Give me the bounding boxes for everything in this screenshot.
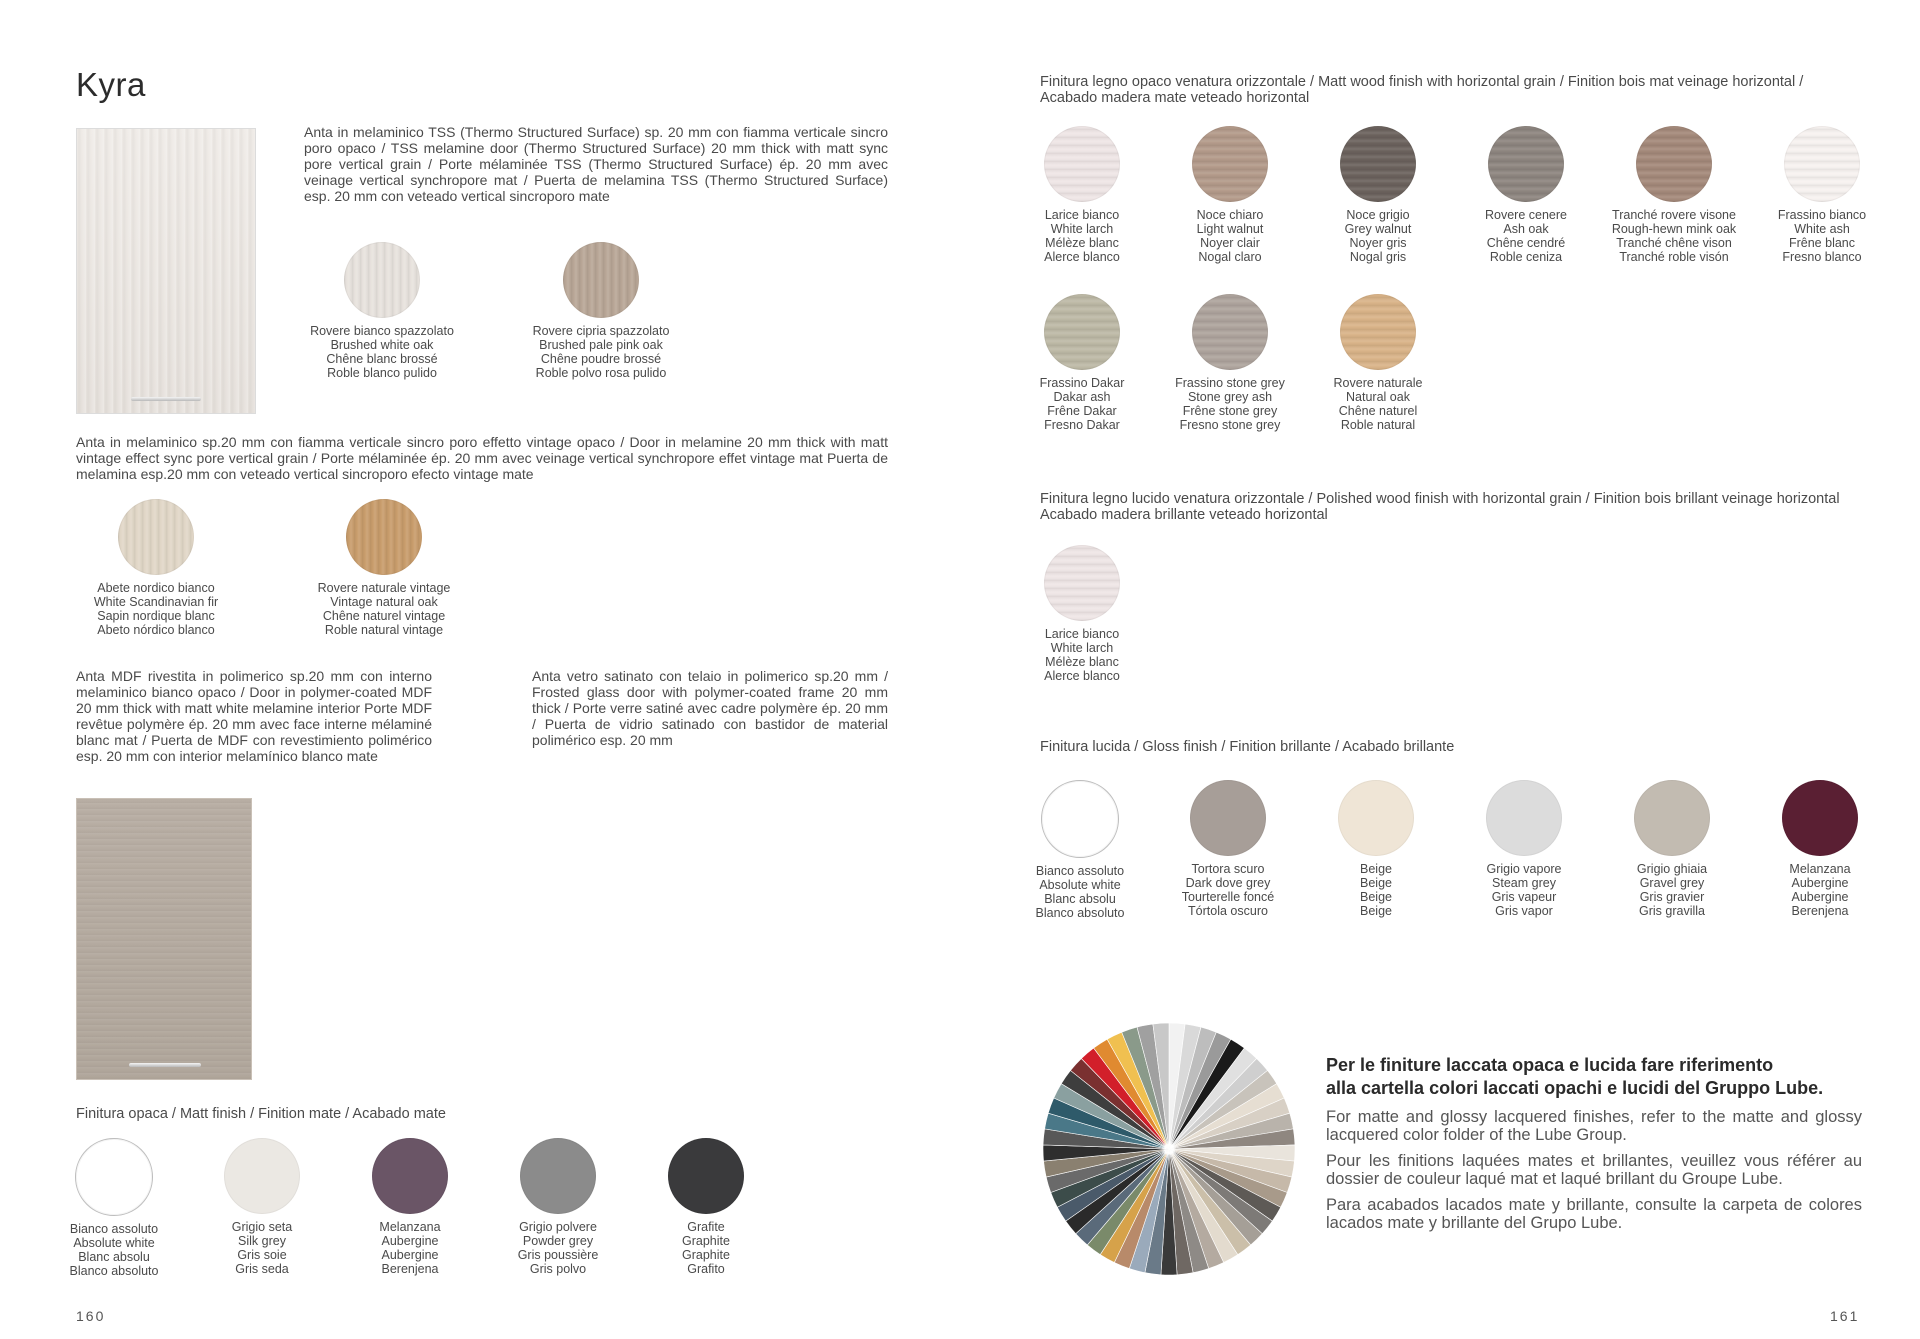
- swatch-name-line: Beige: [1360, 862, 1392, 876]
- swatch-name-line: Tranché rovere visone: [1612, 208, 1736, 222]
- swatch-name-line: Gris soie: [237, 1248, 287, 1262]
- swatch-name-line: Frêne Dakar: [1047, 404, 1117, 418]
- swatch-name-line: Abete nordico bianco: [97, 581, 215, 595]
- swatch-name-line: Blanco absoluto: [69, 1264, 159, 1278]
- swatch-wood-grain-icon: [1192, 126, 1268, 202]
- swatch-solid-icon: [1190, 780, 1266, 856]
- polished-wood-swatch-label: [992, 627, 1172, 683]
- swatch-solid-icon: [75, 1138, 153, 1216]
- vintage-swatch: [66, 499, 246, 637]
- swatch-name-line: Gris poussière: [517, 1248, 599, 1262]
- swatch-name-line: Steam grey: [1492, 876, 1556, 890]
- tss-swatch-label: [292, 324, 472, 380]
- swatch-solid-icon: [1041, 780, 1119, 858]
- swatch-name-line: Vintage natural oak: [330, 595, 438, 609]
- matt-swatch: [616, 1138, 796, 1276]
- vintage-swatch-label: [294, 581, 474, 637]
- swatch-name-line: Noce chiaro: [1196, 208, 1264, 222]
- swatch-name-line: Aubergine: [381, 1234, 439, 1248]
- swatch-wood-grain-icon: [1488, 126, 1564, 202]
- swatch-name-line: Mélèze blanc: [1045, 236, 1119, 250]
- swatch-name-line: Roble natural: [1340, 418, 1416, 432]
- tss-swatch: [511, 242, 691, 380]
- swatch-name-line: Sapin nordique blanc: [97, 609, 215, 623]
- swatch-name-line: Melanzana: [1789, 862, 1851, 876]
- swatch-name-line: Rovere bianco spazzolato: [310, 324, 454, 338]
- swatch-name-line: Gris polvo: [529, 1262, 587, 1276]
- swatch-solid-icon: [224, 1138, 300, 1214]
- swatch-name-line: Chêne poudre brossé: [540, 352, 662, 366]
- swatch-name-line: Ash oak: [1503, 222, 1549, 236]
- swatch-name-line: Alerce blanco: [1044, 669, 1120, 683]
- page-number-left: 160: [76, 1308, 106, 1324]
- swatch-wood-grain-icon: [1340, 126, 1416, 202]
- gloss-swatch: [1730, 780, 1910, 918]
- swatch-name-line: Roble polvo rosa pulido: [535, 366, 667, 380]
- swatch-name-line: Natural oak: [1346, 390, 1410, 404]
- swatch-name-line: Nogal gris: [1349, 250, 1407, 264]
- matt-wood-swatch: [1732, 126, 1912, 264]
- lacquer-note: [1326, 1054, 1862, 1232]
- tss-description: Anta in melaminico TSS (Thermo Structured Surface) sp. 20 mm con fiamma verticale sincro poro opaco / TSS melamine door (Thermo Structured Surface) 20 mm thick with matt sync pore vertical grain / Porte mélaminée TSS (Thermo Structured Surface) ép. 20 mm avec veinage vertical synchropore mat / Puerta de melamina TSS (Thermo Structured Surface) esp. 20 mm con veteado vertical sincroporo mate: [304, 124, 888, 204]
- swatch-name-line: Beige: [1360, 904, 1392, 918]
- swatch-name-line: Tranché roble visón: [1619, 250, 1729, 264]
- swatch-name-line: White larch: [1050, 641, 1114, 655]
- swatch-name-line: Rovere cipria spazzolato: [532, 324, 670, 338]
- swatch-name-line: Beige: [1360, 890, 1392, 904]
- swatch-name-line: Grigio seta: [231, 1220, 293, 1234]
- swatch-name-line: Dakar ash: [1053, 390, 1111, 404]
- door-image-mdf: [76, 798, 252, 1080]
- swatch-name-line: Tortora scuro: [1191, 862, 1265, 876]
- swatch-name-line: Bianco assoluto: [1035, 864, 1125, 878]
- swatch-name-line: Roble ceniza: [1489, 250, 1563, 264]
- swatch-name-line: Silk grey: [238, 1234, 286, 1248]
- matt-wood-swatch: [1288, 294, 1468, 432]
- swatch-name-line: Tourterelle foncé: [1181, 890, 1275, 904]
- swatch-name-line: Frassino bianco: [1777, 208, 1867, 222]
- swatch-name-line: Aubergine: [1791, 890, 1849, 904]
- swatch-wood-grain-icon: [1044, 545, 1120, 621]
- swatch-solid-icon: [668, 1138, 744, 1214]
- swatch-name-line: Brushed pale pink oak: [539, 338, 663, 352]
- swatch-name-line: Rovere naturale: [1333, 376, 1423, 390]
- swatch-name-line: Light walnut: [1196, 222, 1264, 236]
- swatch-name-line: Bianco assoluto: [69, 1222, 159, 1236]
- swatch-name-line: Alerce blanco: [1044, 250, 1120, 264]
- swatch-wood-grain-icon: [1784, 126, 1860, 202]
- swatch-wood-grain-icon: [1636, 126, 1712, 202]
- swatch-name-line: Dark dove grey: [1185, 876, 1271, 890]
- swatch-name-line: Graphite: [682, 1234, 730, 1248]
- swatch-name-line: Graphite: [682, 1248, 730, 1262]
- swatch-name-line: White Scandinavian fir: [93, 595, 219, 609]
- page-number-right: 161: [1830, 1308, 1860, 1324]
- color-fan-icon: [1040, 1020, 1298, 1278]
- tss-swatch-label: [511, 324, 691, 380]
- swatch-name-line: Grafito: [687, 1262, 725, 1276]
- door-handle: [131, 397, 201, 401]
- matt-wood-swatch-label: [1288, 376, 1468, 432]
- swatch-wood-grain-icon: [1044, 294, 1120, 370]
- swatch-name-line: Grigio vapore: [1486, 862, 1562, 876]
- swatch-name-line: Gris gravilla: [1639, 904, 1705, 918]
- swatch-name-line: Rovere cenere: [1485, 208, 1567, 222]
- swatch-wood-grain-icon: [1192, 294, 1268, 370]
- lacquer-note-title-line2: alla cartella colori laccati opachi e lucidi del Gruppo Lube.: [1326, 1078, 1824, 1098]
- swatch-solid-icon: [1338, 780, 1414, 856]
- lacquer-note-title-line1: Per le finiture laccata opaca e lucida fare riferimento: [1326, 1055, 1774, 1075]
- swatch-name-line: Frêne stone grey: [1182, 404, 1278, 418]
- swatch-wood-grain-icon: [1340, 294, 1416, 370]
- page-title: Kyra: [76, 66, 146, 103]
- gloss-finish-heading: Finitura lucida / Gloss finish / Finition brillante / Acabado brillante: [1040, 739, 1455, 755]
- matt-wood-swatch-label: [1732, 208, 1912, 264]
- swatch-name-line: Gris gravier: [1639, 890, 1705, 904]
- swatch-name-line: Tórtola oscuro: [1188, 904, 1268, 918]
- swatch-wood-grain-icon: [346, 499, 422, 575]
- swatch-name-line: Nogal claro: [1198, 250, 1262, 264]
- swatch-name-line: Gris vapor: [1495, 904, 1553, 918]
- swatch-name-line: Blanco absoluto: [1035, 906, 1125, 920]
- swatch-name-line: Absolute white: [73, 1236, 155, 1250]
- swatch-name-line: Berenjena: [1791, 904, 1849, 918]
- door-handle: [129, 1063, 201, 1067]
- swatch-name-line: Tranché chêne vison: [1616, 236, 1732, 250]
- matt-swatch-label: [616, 1220, 796, 1276]
- swatch-name-line: Roble blanco pulido: [327, 366, 437, 380]
- swatch-name-line: Gris vapeur: [1491, 890, 1557, 904]
- swatch-name-line: Chêne blanc brossé: [326, 352, 438, 366]
- door-image-tss: [76, 128, 256, 414]
- swatch-wood-grain-icon: [118, 499, 194, 575]
- swatch-name-line: White ash: [1794, 222, 1850, 236]
- swatch-name-line: Melanzana: [379, 1220, 441, 1234]
- swatch-name-line: Mélèze blanc: [1045, 655, 1119, 669]
- swatch-name-line: Frassino stone grey: [1175, 376, 1285, 390]
- swatch-wood-grain-icon: [1044, 126, 1120, 202]
- swatch-name-line: Beige: [1360, 876, 1392, 890]
- lacquer-note-fr: Pour les finitions laquées mates et brillantes, veuillez vous référer au dossier de couleur laqué mat et laqué brillant du Groupe Lube.: [1326, 1152, 1862, 1188]
- swatch-name-line: Abeto nórdico blanco: [97, 623, 215, 637]
- polished-wood-swatch: [992, 545, 1172, 683]
- swatch-name-line: Roble natural vintage: [324, 623, 444, 637]
- swatch-name-line: Powder grey: [522, 1234, 594, 1248]
- vintage-swatch-label: [66, 581, 246, 637]
- swatch-name-line: Stone grey ash: [1187, 390, 1273, 404]
- swatch-name-line: Gravel grey: [1639, 876, 1705, 890]
- polished-wood-heading: Finitura legno lucido venatura orizzontale / Polished wood finish with horizontal grain / Finition bois brillant veinage horizontal Acabado madera brillante veteado horizontal: [1040, 491, 1840, 523]
- swatch-name-line: Berenjena: [381, 1262, 439, 1276]
- swatch-solid-icon: [1486, 780, 1562, 856]
- swatch-name-line: Chêne cendré: [1486, 236, 1566, 250]
- swatch-solid-icon: [1634, 780, 1710, 856]
- tss-swatch: [292, 242, 472, 380]
- swatch-solid-icon: [372, 1138, 448, 1214]
- swatch-name-line: Rovere naturale vintage: [317, 581, 451, 595]
- swatch-name-line: Frêne blanc: [1788, 236, 1855, 250]
- swatch-name-line: Blanc absolu: [1044, 892, 1116, 906]
- swatch-name-line: Gris seda: [235, 1262, 289, 1276]
- matt-finish-heading: Finitura opaca / Matt finish / Finition mate / Acabado mate: [76, 1106, 446, 1122]
- swatch-name-line: Fresno Dakar: [1044, 418, 1120, 432]
- swatch-wood-grain-icon: [344, 242, 420, 318]
- matt-wood-heading: Finitura legno opaco venatura orizzontale / Matt wood finish with horizontal grain / Finition bois mat veinage horizontal / Acabado madera mate veteado horizontal: [1040, 74, 1804, 106]
- mdf-description: Anta MDF rivestita in polimerico sp.20 mm con interno melaminico bianco opaco / Door in polymer-coated MDF 20 mm thick with matt white melamine interior Porte MDF revêtue polymère ép. 20 mm avec face interne mélaminé blanc mat / Puerta de MDF con revestimiento polimérico esp. 20 mm con interior melamínico blanco mate: [76, 668, 432, 764]
- vintage-swatch: [294, 499, 474, 637]
- swatch-name-line: Larice bianco: [1044, 208, 1120, 222]
- swatch-wood-grain-icon: [563, 242, 639, 318]
- swatch-name-line: Larice bianco: [1044, 627, 1120, 641]
- vintage-description: Anta in melaminico sp.20 mm con fiamma verticale sincro poro effetto vintage opaco / Door in melamine 20 mm thick with matt vintage effect sync pore vertical grain / Porte mélaminée ép. 20 mm avec veinage vertical synchropore effet vintage mat Puerta de melamina esp.20 mm con veteado vertical sincroporo efecto vintage mate: [76, 434, 888, 482]
- swatch-name-line: Aubergine: [1791, 876, 1849, 890]
- gloss-swatch-label: [1730, 862, 1910, 918]
- swatch-name-line: Noce grigio: [1346, 208, 1410, 222]
- swatch-name-line: Grafite: [687, 1220, 725, 1234]
- swatch-name-line: Chêne naturel vintage: [322, 609, 446, 623]
- swatch-solid-icon: [1782, 780, 1858, 856]
- swatch-name-line: Noyer gris: [1349, 236, 1407, 250]
- swatch-name-line: Blanc absolu: [78, 1250, 150, 1264]
- swatch-name-line: Brushed white oak: [330, 338, 434, 352]
- swatch-name-line: Rough-hewn mink oak: [1611, 222, 1737, 236]
- swatch-name-line: Grey walnut: [1344, 222, 1412, 236]
- swatch-name-line: Aubergine: [381, 1248, 439, 1262]
- lacquer-note-en: For matte and glossy lacquered finishes, refer to the matte and glossy lacquered color folder of the Lube Group.: [1326, 1108, 1862, 1144]
- swatch-name-line: Fresno blanco: [1782, 250, 1862, 264]
- lacquer-note-es: Para acabados lacados mate y brillante, consulte la carpeta de colores lacados mate y brillante del Grupo Lube.: [1326, 1196, 1862, 1232]
- swatch-name-line: Frassino Dakar: [1039, 376, 1125, 390]
- swatch-name-line: Fresno stone grey: [1179, 418, 1281, 432]
- swatch-name-line: Noyer clair: [1200, 236, 1260, 250]
- glass-description: Anta vetro satinato con telaio in polimerico sp.20 mm / Frosted glass door with polymer-coated frame 20 mm thick / Porte verre satiné avec cadre polymère ép. 20 mm / Puerta de vidrio satinado con bastidor de material polimérico esp. 20 mm: [532, 668, 888, 748]
- swatch-solid-icon: [520, 1138, 596, 1214]
- swatch-name-line: White larch: [1050, 222, 1114, 236]
- swatch-name-line: Grigio polvere: [519, 1220, 597, 1234]
- swatch-name-line: Chêne naturel: [1338, 404, 1418, 418]
- swatch-name-line: Absolute white: [1039, 878, 1121, 892]
- swatch-name-line: Grigio ghiaia: [1636, 862, 1708, 876]
